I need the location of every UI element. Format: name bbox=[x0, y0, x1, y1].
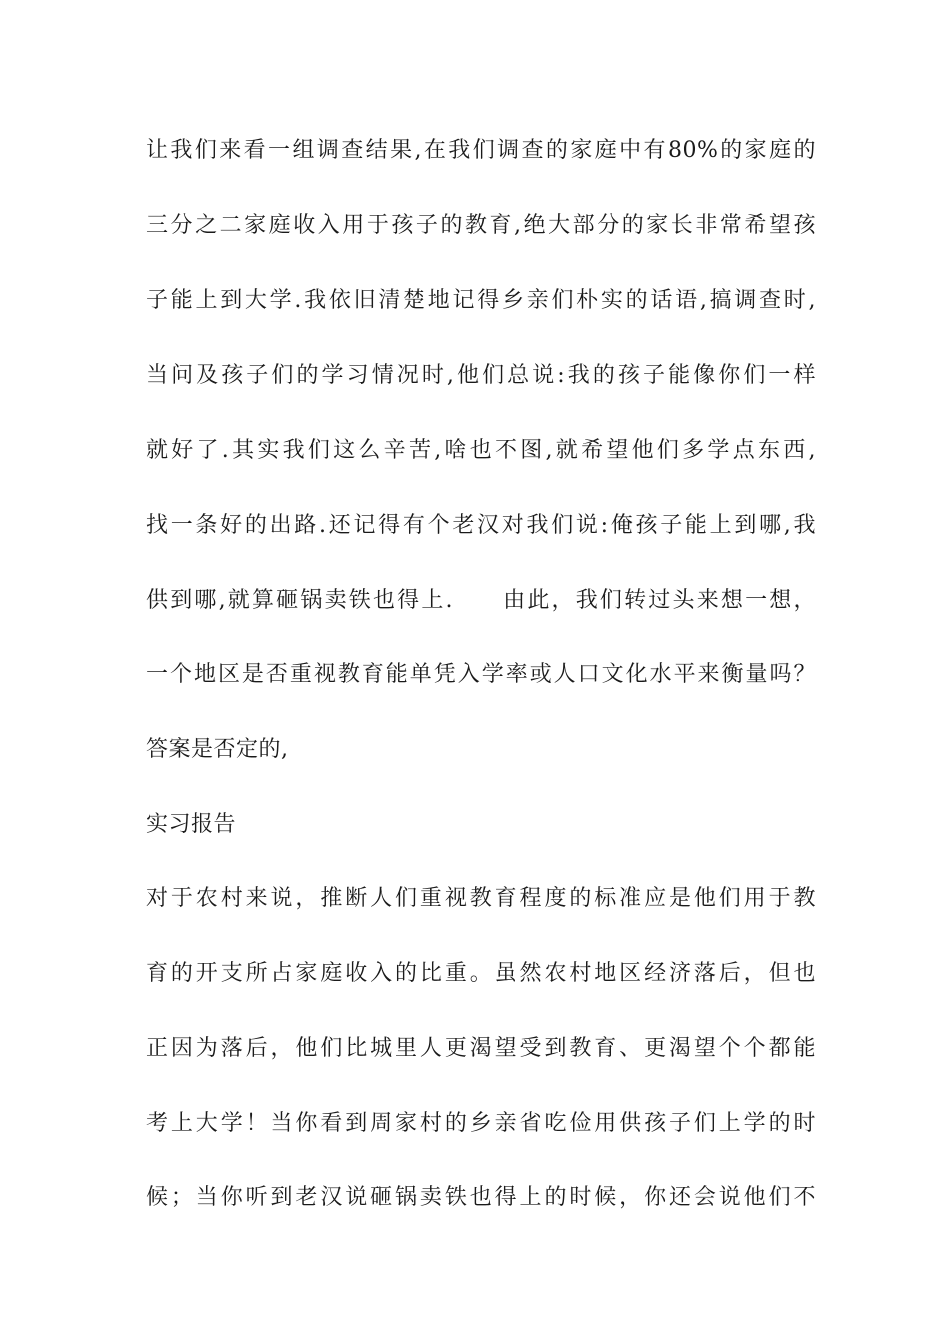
paragraph-line-13: 正因为落后，他们比城里人更渴望受到教育、更渴望个个都能 bbox=[146, 1036, 816, 1061]
paragraph-line-12: 育的开支所占家庭收入的比重。虽然农村地区经济落后，但也 bbox=[146, 961, 816, 986]
paragraph-line-14: 考上大学！当你看到周家村的乡亲省吃俭用供孩子们上学的时 bbox=[146, 1111, 816, 1136]
section-heading: 实习报告 bbox=[146, 812, 237, 837]
paragraph-line-3: 子能上到大学.我依旧清楚地记得乡亲们朴实的话语,搞调查时, bbox=[146, 288, 816, 313]
paragraph-line-9: 答案是否定的, bbox=[146, 737, 289, 762]
paragraph-line-11: 对于农村来说，推断人们重视教育程度的标准应是他们用于教 bbox=[146, 886, 816, 911]
paragraph-line-1: 让我们来看一组调查结果,在我们调查的家庭中有80%的家庭的 bbox=[146, 138, 816, 163]
paragraph-line-6: 找一条好的出路.还记得有个老汉对我们说:俺孩子能上到哪,我 bbox=[146, 513, 816, 538]
paragraph-line-5: 就好了.其实我们这么辛苦,啥也不图,就希望他们多学点东西, bbox=[146, 438, 816, 463]
paragraph-line-15: 候；当你听到老汉说砸锅卖铁也得上的时候，你还会说他们不 bbox=[146, 1185, 816, 1210]
paragraph-line-4: 当问及孩子们的学习情况时,他们总说:我的孩子能像你们一样 bbox=[146, 363, 816, 388]
paragraph-line-2: 三分之二家庭收入用于孩子的教育,绝大部分的家长非常希望孩 bbox=[146, 213, 816, 238]
paragraph-line-7: 供到哪,就算砸锅卖铁也得上. 由此，我们转过头来想一想， bbox=[146, 588, 816, 613]
paragraph-line-8: 一个地区是否重视教育能单凭入学率或人口文化水平来衡量吗？ bbox=[146, 662, 816, 687]
